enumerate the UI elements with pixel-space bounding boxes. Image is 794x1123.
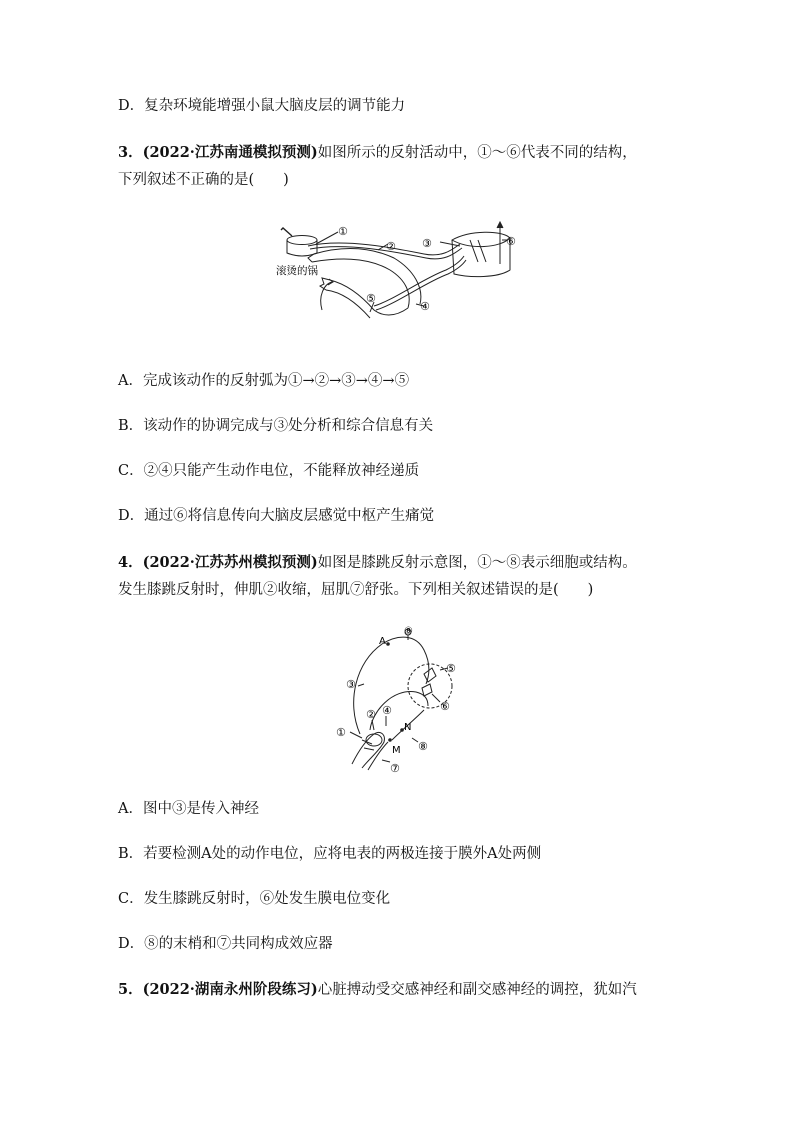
efferent-nerve bbox=[374, 256, 464, 306]
q4-option-a: A．图中③是传入神经 bbox=[118, 801, 259, 817]
q4-figure-knee-jerk bbox=[332, 622, 466, 778]
interneuron-5 bbox=[424, 668, 436, 682]
q5-stem-line1 bbox=[118, 980, 637, 1000]
q4-letter-M: M bbox=[392, 745, 401, 756]
q4-marker-6: ⑥ bbox=[440, 700, 450, 713]
q3-option-b: B．该动作的协调完成与③处分析和综合信息有关 bbox=[118, 418, 434, 434]
q3-figure-svg bbox=[274, 218, 524, 326]
pot-body bbox=[287, 240, 317, 256]
q4-letter-N: N bbox=[404, 722, 412, 733]
receptor-muscle-spindle bbox=[366, 734, 382, 746]
q3-marker-5: ⑤ bbox=[366, 292, 376, 305]
q4-stem-line1 bbox=[118, 553, 637, 573]
q4-option-d: D．⑧的末梢和⑦共同构成效应器 bbox=[118, 936, 333, 952]
q3-option-a: A．完成该动作的反射弧为①→②→③→④→⑤ bbox=[118, 373, 410, 389]
q4-marker-5: ⑤ bbox=[446, 662, 456, 675]
q5-number: 5． bbox=[118, 981, 143, 998]
leader-7 bbox=[382, 760, 390, 762]
q4-marker-1: ① bbox=[336, 726, 346, 739]
leader-1 bbox=[316, 232, 338, 244]
q4-figure-svg bbox=[332, 622, 466, 778]
leader-1 bbox=[350, 732, 362, 738]
afferent-nerve bbox=[308, 243, 460, 255]
q4-stem-text: 如图是膝跳反射示意图，①～⑧表示细胞或结构。 bbox=[317, 555, 637, 571]
leader-2 bbox=[372, 720, 374, 730]
q4-marker-2: ② bbox=[366, 708, 376, 721]
q3-figure-reflex-hot-pot bbox=[274, 218, 524, 326]
afferent-pathway bbox=[354, 637, 429, 734]
q4-letter-A: A bbox=[379, 636, 386, 647]
q3-marker-6: ⑥ bbox=[506, 235, 516, 248]
q5-source: (2022·湖南永州阶段练习) bbox=[142, 981, 318, 998]
leader-3 bbox=[358, 684, 364, 686]
spinal-cord-outline bbox=[452, 232, 510, 276]
q4-option-c: C．发生膝跳反射时，⑥处发生膜电位变化 bbox=[118, 891, 391, 907]
forearm-inner bbox=[326, 290, 370, 318]
q4-marker-4: ④ bbox=[382, 704, 392, 717]
efferent-pathway bbox=[370, 692, 428, 730]
q4-marker-top: ⑧ bbox=[404, 626, 413, 637]
ascending-arrow-head bbox=[497, 222, 503, 228]
q5-stem-text: 心脏搏动受交感神经和副交感神经的调控，犹如汽 bbox=[317, 982, 637, 998]
point-A bbox=[386, 642, 390, 646]
pot-rim bbox=[287, 236, 317, 245]
q4-marker-3: ③ bbox=[346, 678, 356, 691]
q3-stem-line1 bbox=[118, 143, 637, 163]
q3-marker-4: ④ bbox=[420, 300, 430, 313]
q3-stem-line2: 下列叙述不正确的是( ) bbox=[118, 172, 289, 188]
muscle-extensor bbox=[352, 732, 384, 768]
point-M bbox=[388, 738, 392, 742]
upper-arm-inner bbox=[312, 259, 409, 308]
q3-marker-3: ③ bbox=[422, 237, 432, 250]
spinal-cord-grey-matter bbox=[470, 240, 486, 262]
muscle-flexor bbox=[368, 742, 388, 770]
pot-handle bbox=[281, 228, 292, 236]
q4-marker-8: ⑧ bbox=[418, 740, 428, 753]
q4-marker-7: ⑦ bbox=[390, 762, 400, 775]
q4-stem-line2: 发生膝跳反射时，伸肌②收缩，屈肌⑦舒张。下列相关叙述错误的是( ) bbox=[118, 582, 594, 598]
motor-neuron-6 bbox=[422, 684, 432, 696]
q3-option-d: D．通过⑥将信息传向大脑皮层感觉中枢产生痛觉 bbox=[118, 508, 435, 524]
q3-stem-text: 如图所示的反射活动中，①～⑥代表不同的结构， bbox=[317, 145, 637, 161]
q4-source: (2022·江苏苏州模拟预测) bbox=[142, 554, 318, 571]
q3-pot-label: 滚烫的锅 bbox=[276, 265, 318, 277]
q4-option-b: B．若要检测A处的动作电位，应将电表的两极连接于膜外A处两侧 bbox=[118, 846, 542, 862]
q3-option-c: C．②④只能产生动作电位，不能释放神经递质 bbox=[118, 463, 420, 479]
q3-marker-1: ① bbox=[338, 225, 348, 238]
leader-6 bbox=[432, 694, 440, 702]
q3-number: 3． bbox=[118, 144, 143, 161]
q3-marker-2: ② bbox=[386, 240, 396, 253]
motion-arrow-line bbox=[321, 282, 332, 310]
q4-number: 4． bbox=[118, 554, 143, 571]
spinal-cord-top-edge bbox=[452, 238, 510, 247]
q2-option-d: D．复杂环境能增强小鼠大脑皮层的调节能力 bbox=[118, 98, 406, 114]
q3-source: (2022·江苏南通模拟预测) bbox=[142, 144, 318, 161]
